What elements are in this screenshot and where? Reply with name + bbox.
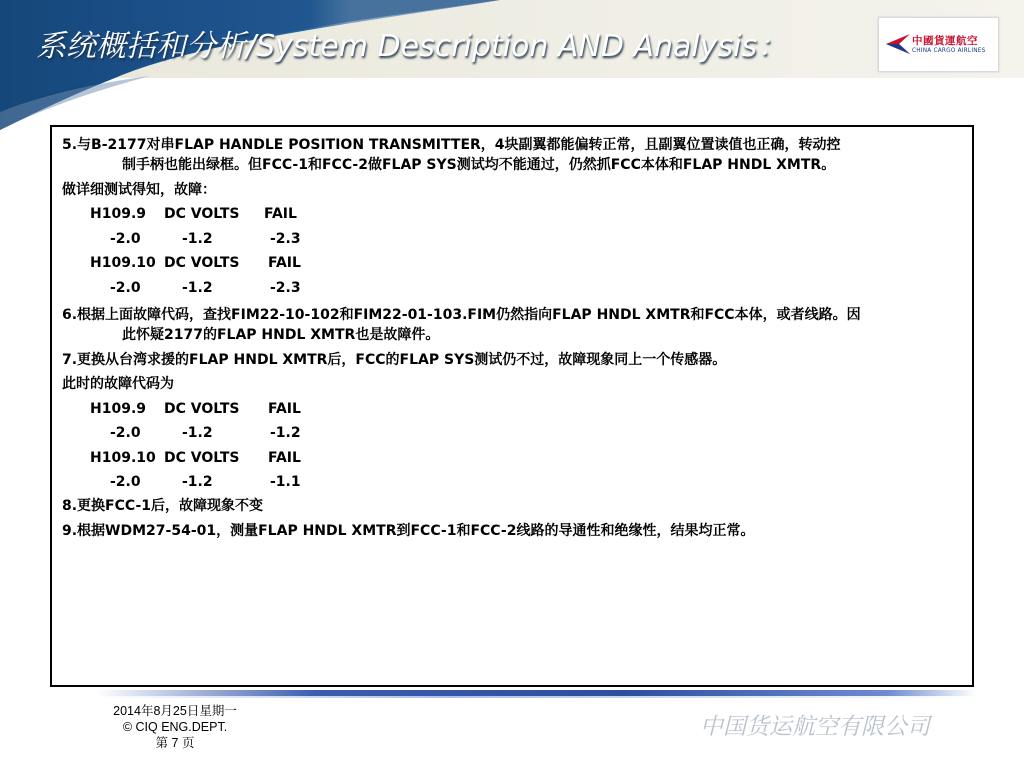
fault-values-row — [62, 421, 962, 445]
fault-value: -1.1 — [270, 473, 301, 490]
footer-page-number: 第 7 页 — [155, 736, 195, 750]
fault-values-row — [62, 276, 962, 300]
paragraph-6-line-1: 6.根据上面故障代码，查找FIM22-10-102和FIM22-01-103.FIM仍然指向FLAP HNDL XMTR和FCC本体，或者线路。因 — [62, 306, 861, 323]
content-frame — [50, 125, 974, 687]
code-heading: 此时的故障代码为 — [62, 376, 174, 393]
paragraph-7: 7.更换从台湾求援的FLAP HNDL XMTR后，FCC的FLAP SYS测试仍不过，故障现象同上一个传感器。 — [62, 351, 727, 368]
fault-value: -2.0 — [110, 279, 141, 296]
footer-dept: © CIQ ENG.DEPT. — [122, 720, 228, 734]
fault-result: FAIL — [264, 206, 297, 223]
fault-type: DC VOLTS — [164, 449, 240, 466]
fault-values-row — [62, 227, 962, 251]
paragraph-9: 9.根据WDM27-54-01，测量FLAP HNDL XMTR到FCC-1和FCC-2线路的导通性和绝缘性，结果均正常。 — [62, 522, 755, 539]
footer-company-name: 中国货运航空有限公司 — [700, 714, 930, 740]
fault-value: -1.2 — [182, 230, 213, 247]
logo-text-cn: 中國貨運航空 — [912, 35, 978, 47]
fault-value: -2.3 — [270, 279, 301, 296]
detail-heading: 做详细测试得知，故障： — [62, 182, 216, 198]
fault-value: -1.2 — [270, 425, 301, 442]
paragraph-8: 8.更换FCC-1后，故障现象不变 — [62, 498, 264, 515]
fault-type: DC VOLTS — [164, 400, 240, 417]
fault-code: H109.10 — [90, 255, 156, 272]
fault-value: -2.0 — [110, 473, 141, 490]
fault-row — [62, 251, 962, 275]
fault-row — [62, 446, 962, 470]
fault-result: FAIL — [268, 400, 301, 417]
fault-result: FAIL — [268, 449, 301, 466]
footer-info — [60, 703, 290, 751]
fault-value: -1.2 — [182, 279, 213, 296]
fault-value: -2.0 — [110, 230, 141, 247]
fault-code: H109.10 — [90, 449, 156, 466]
fault-row — [62, 202, 962, 226]
paragraph-5-line-2: 制手柄也能出绿框。但FCC-1和FCC-2做FLAP SYS测试均不能通过，仍然抓FCC本体和FLAP HNDL XMTR。 — [122, 157, 836, 173]
page-title: 系统概括和分析/System Description AND Analysis： — [36, 29, 788, 64]
airline-logo-icon — [884, 32, 912, 56]
paragraph-6-line-2: 此怀疑2177的FLAP HNDL XMTR也是故障件。 — [122, 326, 440, 343]
fault-code: H109.9 — [90, 400, 146, 417]
footer-divider-highlight — [96, 696, 976, 698]
footer-date: 2014年8月25日星期一 — [113, 704, 237, 718]
fault-type: DC VOLTS — [164, 206, 240, 223]
paragraph-5-line-1: 5.与B-2177对串FLAP HANDLE POSITION TRANSMITTER，4块副翼都能偏转正常，且副翼位置读值也正确，转动控 — [62, 137, 841, 153]
fault-value: -2.3 — [270, 230, 301, 247]
fault-row — [62, 397, 962, 421]
fault-type: DC VOLTS — [164, 255, 240, 272]
fault-value: -2.0 — [110, 425, 141, 442]
logo-text-en: CHINA CARGO AIRLINES — [912, 48, 986, 54]
fault-value: -1.2 — [182, 425, 213, 442]
fault-values-row — [62, 470, 962, 494]
company-logo — [878, 17, 999, 72]
content-body — [62, 135, 962, 543]
fault-code: H109.9 — [90, 206, 146, 223]
fault-value: -1.2 — [182, 473, 213, 490]
fault-result: FAIL — [268, 255, 301, 272]
